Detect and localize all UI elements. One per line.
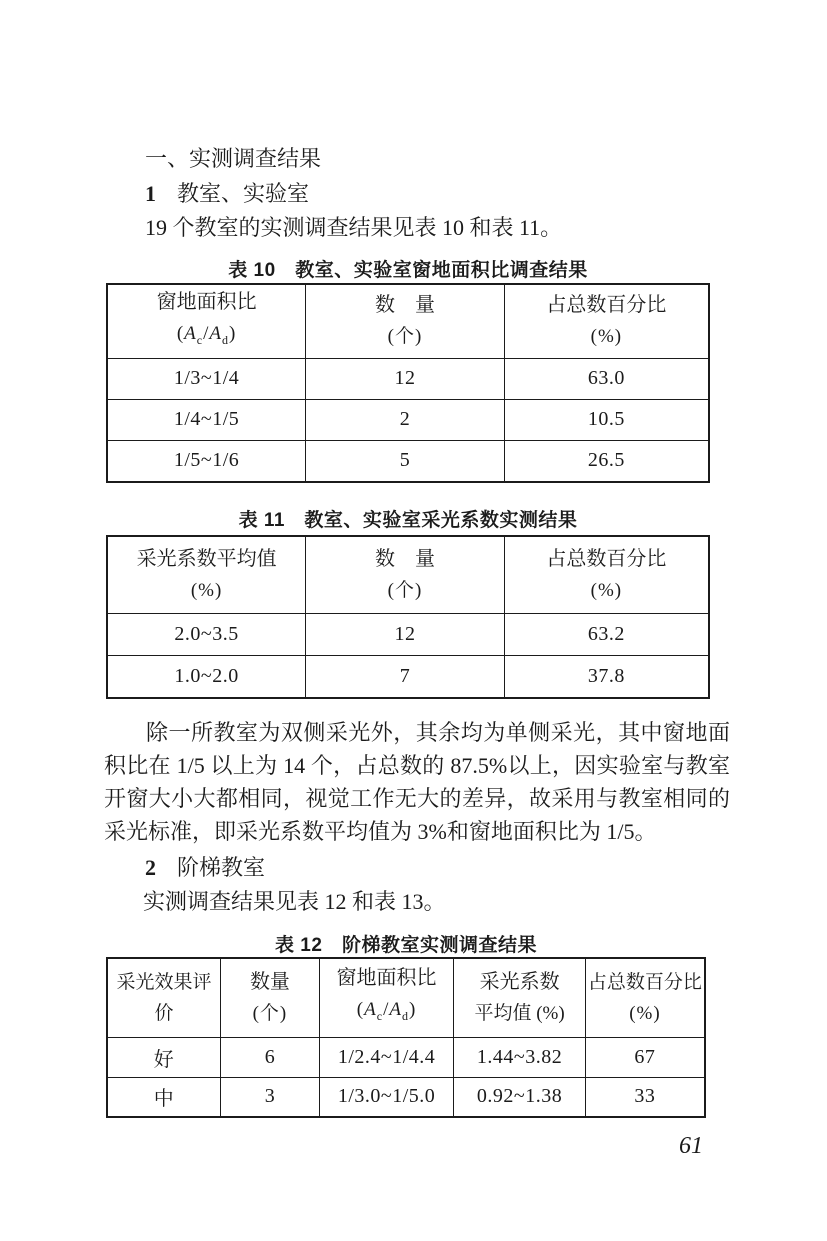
table-cell bbox=[504, 440, 709, 482]
cell-value: 63.0 bbox=[587, 367, 625, 389]
cell-value: 26.5 bbox=[587, 449, 625, 472]
table-cell bbox=[107, 399, 306, 440]
table-10-header-cell bbox=[504, 284, 709, 358]
header-label: 占总数百分比 bbox=[546, 547, 667, 570]
table-12-header-row bbox=[107, 958, 705, 1037]
table-cell bbox=[221, 1037, 320, 1077]
section-heading: 一、实测调查结果 bbox=[145, 146, 322, 171]
table-11-header-cell bbox=[306, 536, 505, 613]
table-cell bbox=[306, 399, 505, 440]
cell-value: 1/3~1/4 bbox=[173, 367, 240, 389]
cell-value: 33 bbox=[634, 1085, 656, 1108]
table-10-header-cell bbox=[107, 284, 306, 358]
table-cell bbox=[107, 358, 306, 399]
subsection-2-title: 阶梯教室 bbox=[177, 855, 266, 880]
cell-value: 1.44~3.82 bbox=[476, 1045, 563, 1068]
table-row bbox=[107, 399, 709, 440]
intro-paragraph-2: 实测调查结果见表 12 和表 13。 bbox=[143, 889, 446, 914]
table-cell bbox=[306, 440, 505, 482]
table-cell bbox=[107, 613, 306, 655]
cell-value: 2.0~3.5 bbox=[174, 622, 239, 645]
cell-value: 1/4~1/5 bbox=[173, 408, 240, 430]
header-unit-acad: $(A_c/A_d)$ bbox=[176, 322, 237, 347]
table-cell bbox=[504, 358, 709, 399]
table-11 bbox=[106, 535, 710, 699]
table-row bbox=[107, 613, 709, 655]
cell-value: 中 bbox=[153, 1088, 175, 1111]
cell-value: 0.92~1.38 bbox=[476, 1085, 563, 1108]
header-label: 窗地面积比 bbox=[156, 290, 257, 313]
cell-value: 63.2 bbox=[587, 622, 625, 645]
table-row bbox=[107, 358, 709, 399]
header-unit: (%) bbox=[590, 579, 623, 601]
cell-value: 12 bbox=[394, 367, 416, 389]
table-11-caption: 表 11 教室、实验室采光系数实测结果 bbox=[238, 510, 578, 531]
cell-value: 10.5 bbox=[587, 408, 625, 430]
subsection-2-number: 2 bbox=[145, 855, 156, 880]
table-12-header-cell bbox=[585, 958, 705, 1037]
table-12-header-cell bbox=[221, 958, 320, 1037]
cell-value: 5 bbox=[399, 449, 411, 472]
header-label: 数量 bbox=[249, 970, 290, 993]
table-12-header-cell bbox=[319, 958, 454, 1037]
table-cell bbox=[306, 613, 505, 655]
header-label: 窗地面积比 bbox=[336, 967, 437, 990]
cell-value: 7 bbox=[399, 664, 411, 687]
table-cell bbox=[504, 399, 709, 440]
table-cell bbox=[585, 1037, 705, 1077]
table-cell bbox=[107, 440, 306, 482]
table-cell bbox=[454, 1077, 586, 1117]
intro-paragraph-1: 19 个教室的实测调查结果见表 10 和表 11。 bbox=[145, 215, 563, 240]
table-row bbox=[107, 1077, 705, 1117]
body-paragraph: 除一所教室为双侧采光外，其余均为单侧采光，其中窗地面积比在 1/5 以上为 14 个，占总数的 87.5%以上，因实验室与教室开窗大小大都相同，视觉工作无大的差异，故采用与教室相同的采光标准，即采光系数平均值为 3%和窗地面积比为 1/5。 bbox=[104, 720, 730, 844]
cell-value: 1.0~2.0 bbox=[174, 664, 239, 687]
table-cell bbox=[306, 655, 505, 698]
header-unit: (个) bbox=[252, 1002, 288, 1024]
header-label: 采光系数平均值 bbox=[136, 547, 277, 570]
table-11-header-cell bbox=[107, 536, 306, 613]
table-12-header-cell bbox=[107, 958, 221, 1037]
cell-value: 1/3.0~1/5.0 bbox=[337, 1085, 436, 1108]
subsection-1-heading bbox=[145, 177, 309, 210]
cell-value: 37.8 bbox=[587, 664, 625, 687]
table-cell bbox=[306, 358, 505, 399]
subsection-2-heading bbox=[145, 851, 265, 884]
table-12-header-cell bbox=[454, 958, 586, 1037]
table-cell bbox=[221, 1077, 320, 1117]
header-unit: (%) bbox=[629, 1002, 661, 1024]
table-cell bbox=[504, 613, 709, 655]
cell-value: 12 bbox=[394, 622, 416, 645]
header-label: 数 量 bbox=[374, 294, 435, 317]
table-11-header-cell bbox=[504, 536, 709, 613]
table-10-caption: 表 10 教室、实验室窗地面积比调查结果 bbox=[228, 260, 588, 281]
header-unit: (个) bbox=[387, 579, 423, 601]
subsection-1-number: 1 bbox=[145, 181, 156, 206]
header-label: 占总数百分比 bbox=[546, 294, 667, 317]
cell-value: 67 bbox=[634, 1045, 656, 1068]
header-unit: 平均值 (%) bbox=[474, 1002, 565, 1024]
cell-value: 好 bbox=[153, 1048, 175, 1071]
table-cell bbox=[585, 1077, 705, 1117]
table-10-header-cell bbox=[306, 284, 505, 358]
table-cell bbox=[319, 1077, 454, 1117]
cell-value: 1/5~1/6 bbox=[173, 449, 240, 472]
header-label: 采光系数 bbox=[479, 970, 560, 993]
header-unit-acad: $(A_c/A_d)$ bbox=[356, 999, 417, 1024]
page-number: 61 bbox=[679, 1133, 703, 1159]
table-row bbox=[107, 1037, 705, 1077]
table-cell bbox=[107, 655, 306, 698]
table-row bbox=[107, 655, 709, 698]
header-label: 采光效果评价 bbox=[116, 971, 212, 1024]
header-unit: (%) bbox=[190, 579, 223, 601]
table-10-header-row bbox=[107, 284, 709, 358]
cell-value: 1/2.4~1/4.4 bbox=[337, 1045, 436, 1068]
table-cell bbox=[107, 1077, 221, 1117]
table-cell bbox=[107, 1037, 221, 1077]
header-unit: (%) bbox=[590, 326, 623, 348]
cell-value: 6 bbox=[264, 1045, 276, 1068]
subsection-1-title: 教室、实验室 bbox=[177, 181, 310, 206]
header-unit: (个) bbox=[387, 326, 423, 348]
table-12 bbox=[106, 957, 706, 1118]
table-10 bbox=[106, 283, 710, 483]
table-12-caption: 表 12 阶梯教室实测调查结果 bbox=[275, 935, 537, 956]
table-cell bbox=[319, 1037, 454, 1077]
table-cell bbox=[454, 1037, 586, 1077]
cell-value: 3 bbox=[264, 1085, 276, 1108]
header-label: 占总数百分比 bbox=[587, 971, 702, 993]
table-row bbox=[107, 440, 709, 482]
table-cell bbox=[504, 655, 709, 698]
header-label: 数 量 bbox=[374, 547, 435, 570]
cell-value: 2 bbox=[399, 408, 411, 430]
table-11-header-row bbox=[107, 536, 709, 613]
